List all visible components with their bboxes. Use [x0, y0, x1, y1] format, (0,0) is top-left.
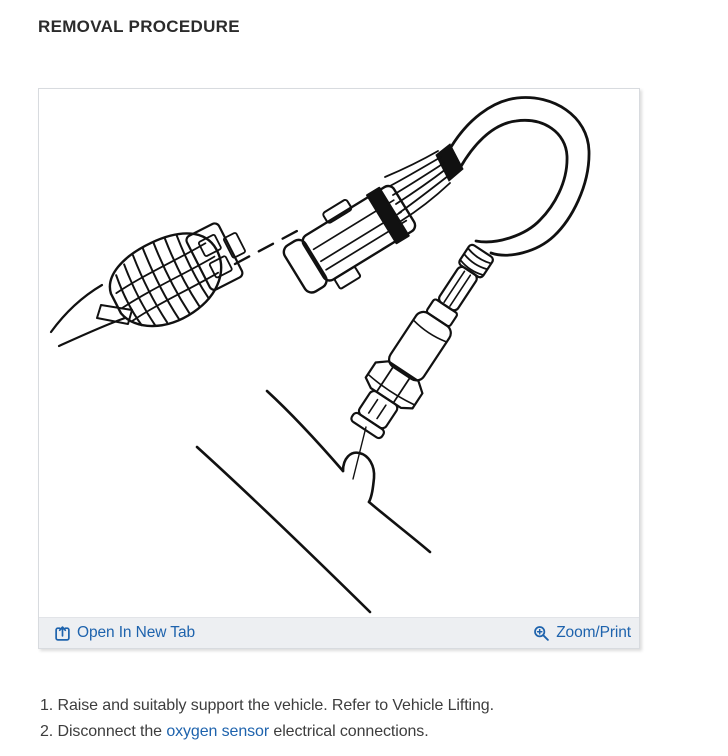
- exhaust-pipe: [197, 391, 430, 612]
- magnifier-plus-icon: [533, 625, 550, 642]
- step-text: Raise and suitably support the vehicle. Refer to Vehicle Lifting.: [57, 697, 494, 714]
- oxygen-sensor-body: [342, 236, 507, 445]
- step-number: 1.: [40, 697, 54, 714]
- cable-sleeve: [436, 144, 463, 181]
- wire-loom: [51, 285, 132, 346]
- steps-list: [40, 693, 494, 745]
- open-in-new-tab-label: Open In New Tab: [77, 624, 195, 641]
- figure-panel: [38, 88, 640, 649]
- harness-connector: [99, 206, 260, 342]
- step-text-pre: Disconnect the: [57, 723, 167, 740]
- page-title: REMOVAL PROCEDURE: [38, 17, 240, 36]
- zoom-print-link[interactable]: [533, 624, 631, 642]
- open-in-new-tab-link[interactable]: [54, 624, 195, 642]
- step-item-2: [40, 719, 494, 745]
- step-item-1: [40, 693, 494, 719]
- oxygen-sensor-link[interactable]: oxygen sensor: [166, 723, 270, 740]
- oxygen-sensor-illustration: [39, 89, 639, 617]
- step-text-post: electrical connections.: [269, 723, 429, 740]
- open-in-new-tab-icon: [54, 625, 71, 642]
- step-number: 2.: [40, 723, 54, 740]
- figure-toolbar: [39, 617, 639, 648]
- sensor-cable-loop: [451, 98, 589, 256]
- sensor-connector: [276, 175, 424, 305]
- zoom-print-label: Zoom/Print: [556, 624, 631, 641]
